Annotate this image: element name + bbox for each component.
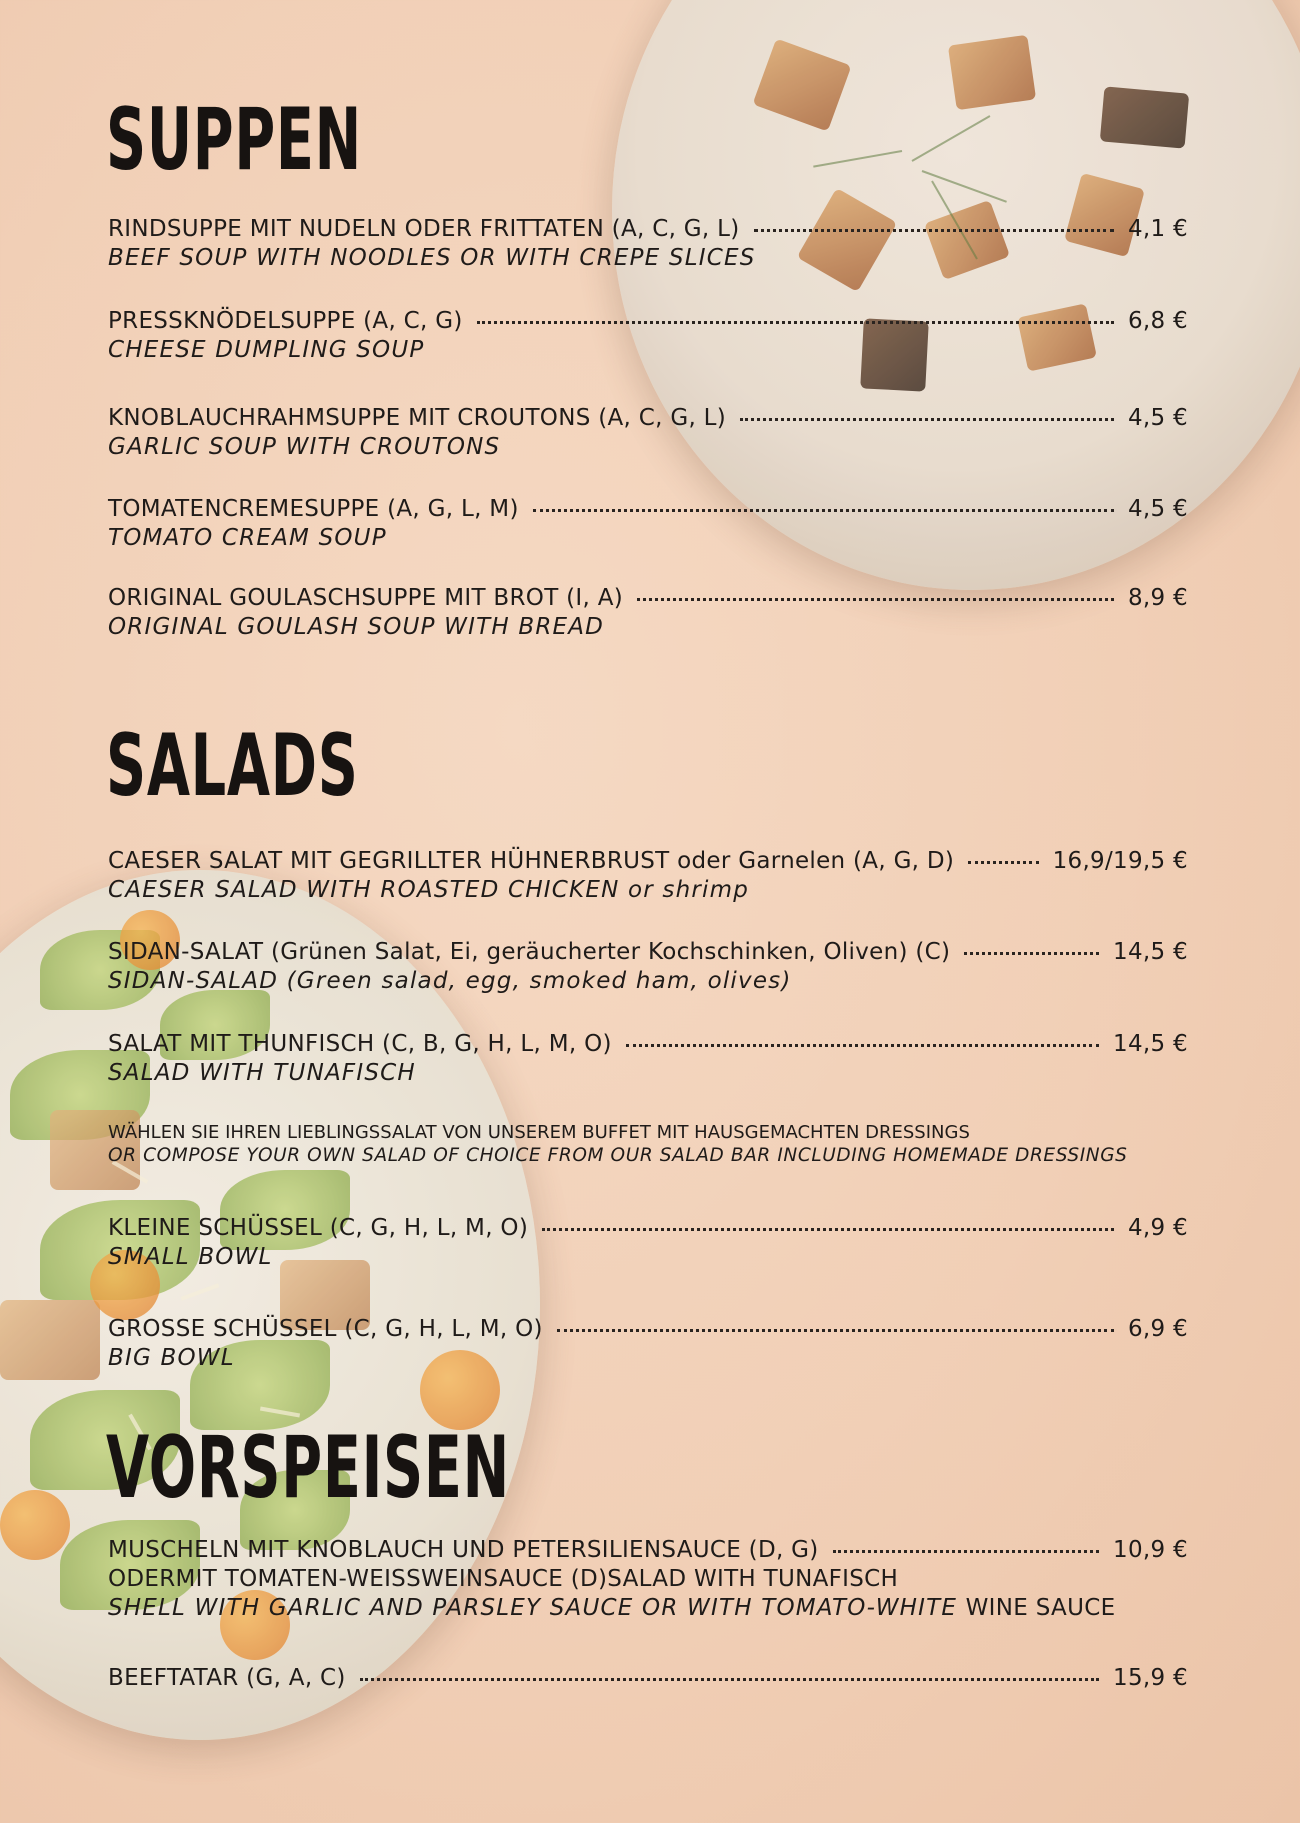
dot-leader [754, 229, 1114, 232]
item-alternative: ODERMIT TOMATEN-WEISSWEINSAUCE (D)SALAD WITH TUNAFISCH [108, 1566, 899, 1592]
item-price: 16,9/19,5 € [1052, 848, 1188, 874]
item-english: CAESER SALAD WITH ROASTED CHICKEN or shrimp [108, 877, 750, 903]
dot-leader [964, 952, 1099, 955]
item-price: 14,5 € [1113, 939, 1188, 965]
item-english: GARLIC SOUP WITH CROUTONS [108, 434, 501, 460]
item-name: KLEINE SCHÜSSEL (C, G, H, L, M, O) [108, 1215, 529, 1241]
item-english: SALAD WITH TUNAFISCH [108, 1060, 416, 1086]
item-price: 10,9 € [1113, 1537, 1188, 1563]
item-english: CHEESE DUMPLING SOUP [108, 337, 425, 363]
dot-leader [626, 1044, 1099, 1047]
item-price: 4,5 € [1127, 496, 1188, 522]
dot-leader [477, 321, 1114, 324]
item-price: 8,9 € [1127, 585, 1188, 611]
menu-item [108, 216, 1188, 271]
menu-item [108, 1215, 1188, 1270]
menu-item [108, 405, 1188, 460]
item-name: GROSSE SCHÜSSEL (C, G, H, L, M, O) [108, 1316, 543, 1342]
menu-item [108, 308, 1188, 363]
section-title-vorspeisen: VORSPEISEN [106, 1418, 510, 1518]
dot-leader [557, 1329, 1114, 1332]
item-english [108, 1595, 1188, 1621]
item-price: 6,8 € [1127, 308, 1188, 334]
item-price: 6,9 € [1127, 1316, 1188, 1342]
item-price: 14,5 € [1113, 1031, 1188, 1057]
note-english: OR COMPOSE YOUR OWN SALAD OF CHOICE FROM OUR SALAD BAR INCLUDING HOMEMADE DRESSINGS [108, 1145, 1128, 1166]
salad-bar-note [108, 1122, 1188, 1166]
dot-leader [360, 1678, 1099, 1681]
menu-item [108, 939, 1188, 994]
menu-item [108, 496, 1188, 551]
menu-item [108, 848, 1188, 903]
item-price: 15,9 € [1113, 1665, 1188, 1691]
menu-item [108, 585, 1188, 640]
menu-item [108, 1537, 1188, 1621]
section-title-salads: SALADS [106, 716, 359, 816]
note-german: WÄHLEN SIE IHREN LIEBLINGSSALAT VON UNSEREM BUFFET MIT HAUSGEMACHTEN DRESSINGS [108, 1122, 970, 1143]
menu-item [108, 1665, 1188, 1691]
dot-leader [968, 861, 1038, 864]
item-name: SALAT MIT THUNFISCH (C, B, G, H, L, M, O) [108, 1031, 612, 1057]
dot-leader [542, 1228, 1114, 1231]
item-english: ORIGINAL GOULASH SOUP WITH BREAD [108, 614, 605, 640]
item-english: TOMATO CREAM SOUP [108, 525, 387, 551]
item-name: MUSCHELN MIT KNOBLAUCH UND PETERSILIENSAUCE (D, G) [108, 1537, 819, 1563]
item-price: 4,5 € [1127, 405, 1188, 431]
item-name: PRESSKNÖDELSUPPE (A, C, G) [108, 308, 463, 334]
item-english-italic: SHELL WITH GARLIC AND PARSLEY SAUCE OR WITH TOMATO-WHITE [108, 1595, 958, 1621]
item-english: SMALL BOWL [108, 1244, 273, 1270]
item-name: SIDAN-SALAT (Grünen Salat, Ei, geräucherter Kochschinken, Oliven) (C) [108, 939, 951, 965]
item-name: KNOBLAUCHRAHMSUPPE MIT CROUTONS (A, C, G, L) [108, 405, 727, 431]
item-name: BEEFTATAR (G, A, C) [108, 1665, 346, 1691]
item-price: 4,9 € [1127, 1215, 1188, 1241]
item-english: SIDAN-SALAD (Green salad, egg, smoked ham, olives) [108, 968, 792, 994]
dot-leader [533, 509, 1114, 512]
section-title-suppen: SUPPEN [106, 90, 362, 190]
item-name: CAESER SALAT MIT GEGRILLTER HÜHNERBRUST oder Garnelen (A, G, D) [108, 848, 955, 874]
dot-leader [637, 598, 1114, 601]
dot-leader [740, 418, 1114, 421]
item-english: BEEF SOUP WITH NOODLES OR WITH CREPE SLICES [108, 245, 756, 271]
menu-item [108, 1031, 1188, 1086]
item-price: 4,1 € [1127, 216, 1188, 242]
item-name: RINDSUPPE MIT NUDELN ODER FRITTATEN (A, C, G, L) [108, 216, 740, 242]
item-english: BIG BOWL [108, 1345, 235, 1371]
dot-leader [833, 1550, 1099, 1553]
menu-item [108, 1316, 1188, 1371]
item-english-tail: WINE SAUCE [965, 1595, 1116, 1621]
item-name: TOMATENCREMESUPPE (A, G, L, M) [108, 496, 519, 522]
item-name: ORIGINAL GOULASCHSUPPE MIT BROT (I, A) [108, 585, 624, 611]
